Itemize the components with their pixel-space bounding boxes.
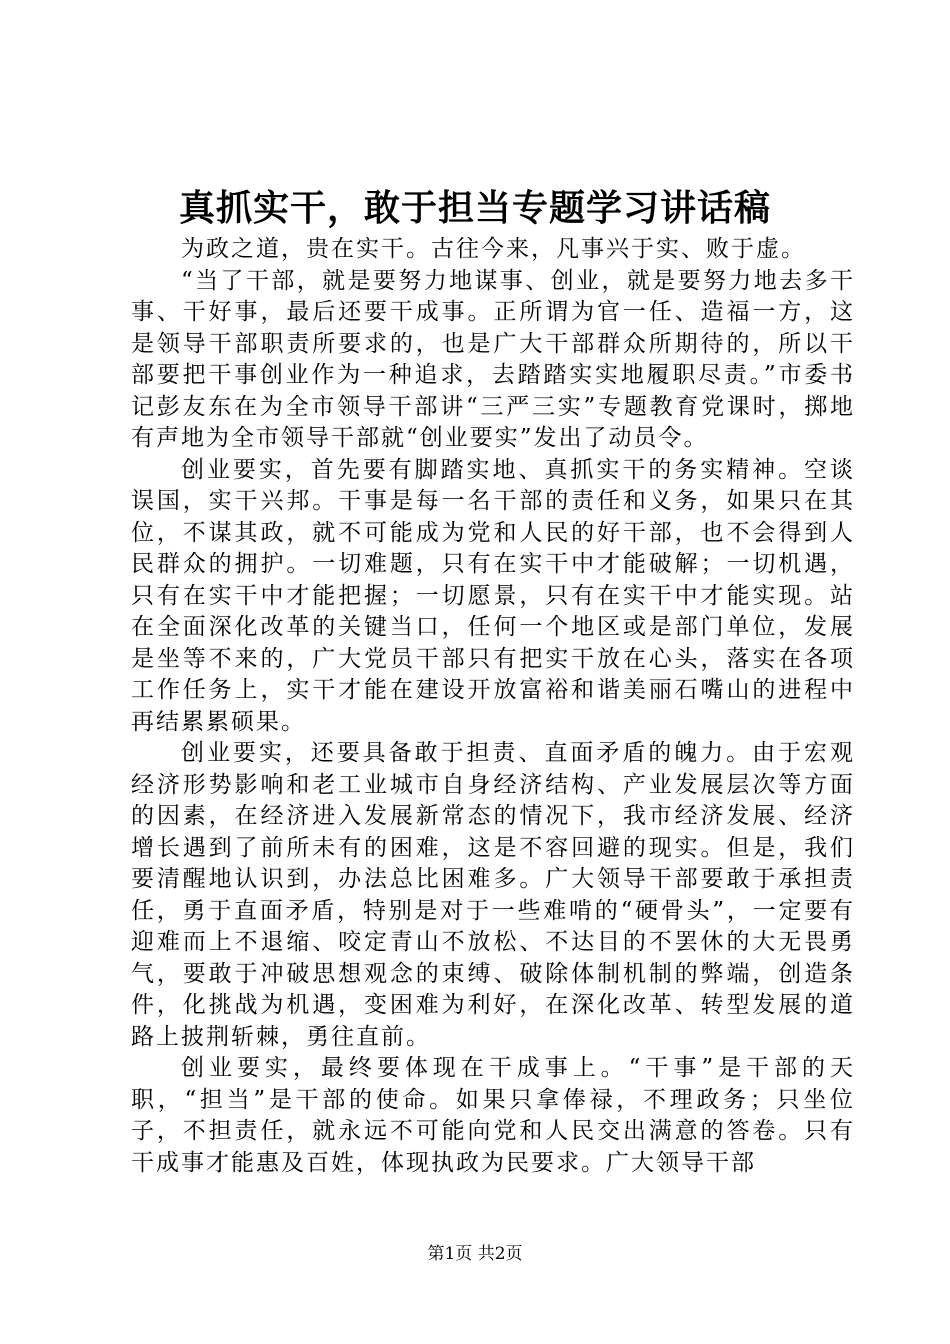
document-title: 真抓实干，敢于担当专题学习讲话稿	[178, 187, 771, 229]
paragraph-3: 创业要实，首先要有脚踏实地、真抓实干的务实精神。空谈误国，实干兴邦。干事是每一名干部的责任和义务，如果只在其位，不谋其政，就不可能成为党和人民的好干部，也不会得到人民群众的拥护。一切难题，只有在实干中才能破解；一切机遇，只有在实干中才能把握；一切愿景，只有在实干中才能实现。站在全面深化改革的关键当口，任何一个地区或是部门单位，发展是坐等不来的，广大党员干部只有把实干放在心头，落实在各项工作任务上，实干才能在建设开放富裕和谐美丽石嘴山的进程中再结累累硕果。	[131, 456, 855, 735]
page-number-footer: 第1页 共2页	[427, 1244, 523, 1264]
paragraph-1: 为政之道，贵在实干。古往今来，凡事兴于实、败于虚。	[181, 236, 806, 262]
paragraph-5: 创业要实，最终要体现在干成事上。“干事”是干部的天职，“担当”是干部的使命。如果只拿俸禄，不理政务；只坐位子，不担责任，就永远不可能向党和人民交出满意的答卷。只有干成事才能惠及百姓，体现执政为民要求。广大领导干部	[131, 1055, 855, 1176]
document-body	[131, 234, 855, 1179]
paragraph-4: 创业要实，还要具备敢于担责、直面矛盾的魄力。由于宏观经济形势影响和老工业城市自身经济结构、产业发展层次等方面的因素，在经济进入发展新常态的情况下，我市经济发展、经济增长遇到了前所未有的困难，这是不容回避的现实。但是，我们要清醒地认识到，办法总比困难多。广大领导干部要敢于承担责任，勇于直面矛盾，特别是对于一些难啃的“硬骨头”，一定要有迎难而上不退缩、咬定青山不放松、不达目的不罢休的大无畏勇气，要敢于冲破思想观念的束缚、破除体制机制的弊端，创造条件，化挑战为机遇，变困难为利好，在深化改革、转型发展的道路上披荆斩棘，勇往直前。	[131, 740, 855, 1050]
paragraph-2: “当了干部，就是要努力地谋事、创业，就是要努力地去多干事、干好事，最后还要干成事。正所谓为官一任、造福一方，这是领导干部职责所要求的，也是广大干部群众所期待的，所以干部要把干事创业作为一种追求，去踏踏实实地履职尽责。”市委书记彭友东在为全市领导干部讲“三严三实”专题教育党课时，掷地有声地为全市领导干部就“创业要实”发出了动员令。	[131, 267, 855, 451]
